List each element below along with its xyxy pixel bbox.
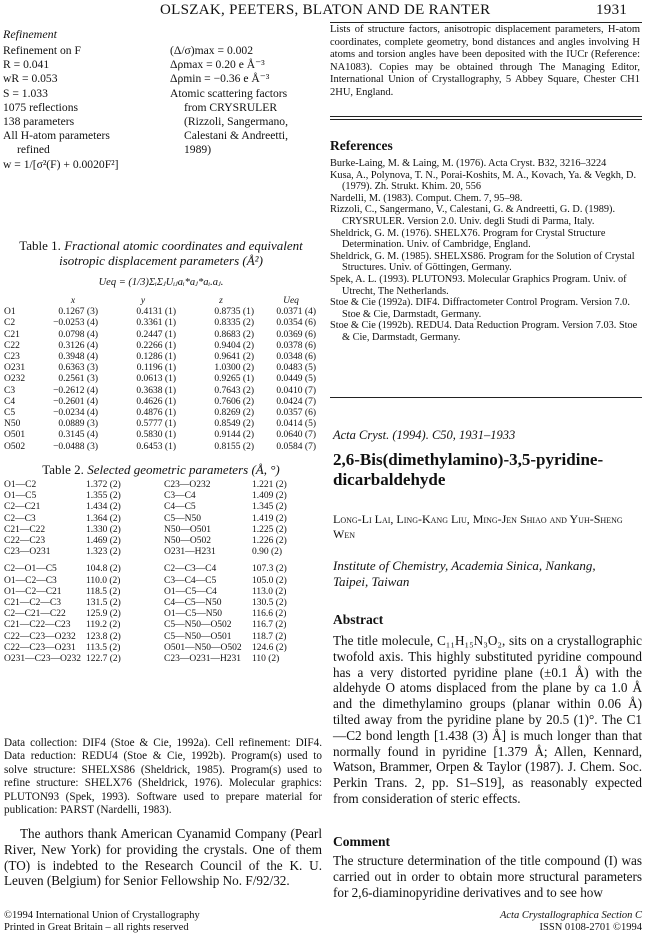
table2-angles-row [4, 654, 322, 665]
table1-cell: 0.8549 (2) [214, 419, 254, 430]
table1-header: y [140, 296, 146, 306]
geometry-label: O1—C5—C4 [164, 586, 217, 597]
geometry-label: C2—C3—C4 [164, 564, 217, 575]
table1-cell: 0.7606 (2) [214, 396, 254, 407]
geometry-value: 1.372 (2) [86, 480, 121, 490]
table1-cell: 0.7643 (2) [214, 385, 254, 396]
table1-row [4, 386, 322, 397]
geometry-label: C4—C5—N50 [164, 598, 222, 609]
geometry-label: C2—C21—C22 [4, 609, 66, 620]
atom-label: O232 [4, 374, 26, 385]
table1-cell: −0.0488 (3) [53, 441, 98, 452]
article-citation: Acta Cryst. (1994). C50, 1931–1933 [333, 428, 516, 442]
geometry-label: C22—C23—O232 [4, 631, 76, 642]
table1-row [4, 352, 322, 363]
geometry-value: 1.434 (2) [86, 502, 121, 513]
geometry-label: C21—C22 [4, 524, 46, 535]
table2-angles-row [4, 609, 322, 620]
table2-angles-row [4, 564, 322, 575]
geometry-label: C5—N50—O501 [164, 631, 232, 642]
reference-item: Rizzoli, C., Sangermano, V., Calestani, G. & Andreetti, G. D. (1989). CRYSRULER. Version 2.0. Univ. degli Studi di Parma, Italy. [330, 204, 616, 227]
refinement-line: Δρmax = 0.20 e Å⁻³ [170, 58, 265, 72]
table1-cell: 0.3361 (1) [136, 318, 176, 329]
geometry-label: C2—O1—C5 [4, 564, 57, 575]
refinement-line: R = 0.041 [3, 58, 50, 72]
table2-angles-row [4, 598, 322, 609]
atom-label: C2 [4, 318, 16, 329]
article-authors: Long-Li Lai, Ling-Kang Liu, Ming-Jen Shiao and Yuh-Sheng Wen [333, 512, 623, 541]
table2-angles-row [4, 632, 322, 643]
refinement-left-column [3, 44, 163, 172]
geometry-value: 125.9 (2) [86, 609, 121, 620]
table1-cell: 0.0889 (3) [58, 419, 98, 430]
atom-label: C22 [4, 340, 20, 351]
table1-cell: 0.8155 (2) [214, 441, 254, 452]
refinement-line: S = 1.033 [3, 86, 48, 100]
geometry-label: C3—C4—C5 [164, 575, 217, 586]
footer-journal-line: Acta Crystallographica Section C [499, 910, 642, 921]
page-number: 1931 [596, 2, 628, 18]
table2-bonds-row [4, 514, 322, 525]
table1-row [4, 442, 322, 453]
geometry-value: 1.409 (2) [252, 491, 287, 502]
geometry-value: 1.469 (2) [86, 536, 121, 547]
table2-title: Selected geometric parameters (Å, °) [87, 462, 280, 477]
footer-issn-line: ISSN 0108-2701 ©1994 [539, 922, 642, 933]
geometry-value: 107.3 (2) [252, 564, 287, 575]
atom-label: O231 [4, 363, 26, 374]
refinement-line: 1989) [184, 143, 212, 157]
geometry-label: O1—C5 [4, 491, 37, 502]
abstract-text: The title molecule, C₁₁H₁₅N₃O₂, sits on a crystallographic twofold axis. This highly substituted pyridine compound has a very distorted pyridine plane (±0.1 Å) with the aldehyde O atoms displaced from the plane by ca 1.0 Å and the dimethylamino groups (planar within 0.06 Å) tilted away from the pyridine plane by 20.5 (1)°. The C1—C2 bond length [1.438 (3) Å] is much longer than that normally found in pyridine [1.379 Å; Allen, Kennard, Watson, Brammer, Orpen & Taylor (1987). J. Chem. Soc. Perkin Trans. 2, pp. S1–S19], as reasonably expected from consideration of steric effects. [333, 633, 642, 806]
geometry-value: 110.0 (2) [86, 575, 121, 586]
table1-cell: 0.2561 (3) [58, 374, 98, 385]
table1-cell: 0.3948 (4) [58, 352, 98, 363]
table1-cell: 0.8269 (2) [214, 408, 254, 419]
table1-cell: 0.3638 (1) [136, 385, 176, 396]
geometry-value: 1.419 (2) [252, 513, 287, 524]
table1-cell: 0.5777 (1) [136, 419, 176, 430]
refinement-line: (Δ/σ)max = 0.002 [170, 44, 254, 57]
table1-cell: 0.9265 (1) [214, 374, 254, 385]
divider [330, 119, 642, 120]
geometry-label: C2—C3 [4, 513, 36, 524]
reference-item: Stoe & Cie (1992a). DIF4. Diffractometer Control Program. Version 7.0. Stoe & Cie, Darmstadt, Germany. [330, 297, 630, 320]
table1-cell: −0.0253 (4) [53, 318, 98, 329]
footer-copyright-line: ©1994 International Union of Crystallography [4, 910, 200, 921]
table1-cell: 0.4626 (1) [136, 396, 176, 407]
geometry-value: 113.5 (2) [86, 642, 121, 653]
atom-label: C5 [4, 408, 16, 419]
reference-item: Sheldrick, G. M. (1976). SHELX76. Program for Crystal Structure Determination. Univ. of Cambridge, England. [330, 227, 606, 251]
refinement-line: Atomic scattering factors [170, 86, 288, 100]
table2-angles-row [4, 643, 322, 654]
running-header-authors: OLSZAK, PEETERS, BLATON AND DE RANTER [160, 2, 491, 18]
geometry-value: 123.8 (2) [86, 631, 121, 642]
divider [330, 397, 642, 398]
atom-label: O501 [4, 430, 26, 441]
footer-printed-line: Printed in Great Britain – all rights reserved [4, 922, 189, 933]
geometry-value: 118.7 (2) [252, 631, 287, 642]
table1-cell: 0.0584 (7) [276, 441, 316, 452]
table1-cell: −0.0234 (4) [53, 408, 98, 419]
geometry-label: C22—C23—O231 [4, 642, 76, 653]
geometry-label: O231—C23—O232 [4, 654, 82, 665]
table1-row [4, 363, 322, 374]
table1-cell: 0.5830 (1) [136, 430, 176, 441]
table1-cell: 0.4131 (1) [136, 307, 176, 318]
geometry-value: 116.6 (2) [252, 609, 287, 620]
table1-cell: 0.0354 (6) [276, 318, 316, 329]
geometry-value: 124.6 (2) [252, 642, 287, 653]
geometry-value: 105.0 (2) [252, 575, 287, 586]
refinement-line: wR = 0.053 [3, 72, 58, 86]
geometry-value: 130.5 (2) [252, 598, 287, 609]
geometry-value: 1.330 (2) [86, 524, 121, 535]
geometry-value: 116.7 (2) [252, 620, 287, 631]
table1-cell: 0.0414 (5) [276, 419, 316, 430]
geometry-value: 1.226 (2) [252, 536, 287, 547]
table1-cell: 0.0449 (5) [276, 374, 316, 385]
table1-header: z [219, 296, 223, 306]
table1-cell: 0.0348 (6) [276, 352, 316, 363]
geometry-value: 1.355 (2) [86, 491, 121, 502]
table1-row [4, 330, 322, 341]
refinement-line: Δρmin = −0.36 e Å⁻³ [170, 72, 270, 86]
table1-cell: 0.0357 (6) [276, 408, 316, 419]
geometry-value: 1.221 (2) [252, 480, 287, 490]
geometry-label: C5—N50 [164, 513, 201, 524]
table2-label: Table 2. [42, 462, 84, 477]
table1-row [4, 430, 322, 441]
geometry-label: O1—C2—C21 [4, 586, 62, 597]
table1-cell: 0.0410 (7) [276, 385, 316, 396]
geometry-value: 118.5 (2) [86, 586, 121, 597]
table1-row [4, 341, 322, 352]
table2-bonds-row [4, 525, 322, 536]
table1-cell: 0.0371 (4) [276, 307, 316, 318]
reference-item: Stoe & Cie (1992b). REDU4. Data Reduction Program. Version 7.03. Stoe & Cie, Darmstadt, Germany. [330, 320, 638, 343]
atom-label: C3 [4, 385, 16, 396]
table1-cell: 0.1267 (3) [58, 307, 98, 318]
geometry-label: O1—C5—N50 [164, 609, 223, 620]
table1-cell: 0.9144 (2) [214, 430, 254, 441]
refinement-line: Calestani & Andreetti, [184, 129, 288, 143]
comment-heading: Comment [333, 834, 390, 849]
table2-bonds-row [4, 536, 322, 547]
geometry-label: C21—C22—C23 [4, 620, 71, 631]
geometry-label: C2—C21 [4, 502, 41, 513]
table1-label: Table 1. [19, 238, 61, 253]
refinement-line: w = 1/[σ²(F) + 0.0020F²] [3, 157, 119, 171]
table2 [4, 480, 322, 665]
references-section [330, 138, 642, 344]
geometry-label: C23—O231 [4, 547, 51, 558]
table1-cell: 0.8735 (1) [214, 307, 254, 318]
table2-angles-row [4, 576, 322, 587]
comment-section [333, 834, 642, 900]
atom-label: C4 [4, 396, 16, 407]
refinement-line: 138 parameters [3, 115, 75, 129]
refinement-right-column [170, 44, 320, 158]
abstract-section [333, 612, 642, 807]
geometry-label: O1—C2 [4, 480, 37, 490]
geometry-label: C5—N50—O502 [164, 620, 232, 631]
table2-bonds-row [4, 480, 322, 491]
atom-label: O502 [4, 441, 26, 452]
refinement-line: All H-atom parameters [3, 129, 110, 143]
table1-header: Ueq [283, 296, 299, 306]
atom-label: C21 [4, 329, 20, 340]
table1-cell: 0.3145 (4) [58, 430, 98, 441]
geometry-label: C21—C2—C3 [4, 598, 62, 609]
table1-cell: 0.9404 (2) [214, 340, 254, 351]
geometry-value: 1.364 (2) [86, 513, 121, 524]
geometry-value: 122.7 (2) [86, 654, 121, 665]
table1-cell: 0.0424 (7) [276, 396, 316, 407]
table1-cell: 0.6453 (1) [136, 441, 176, 452]
refinement-heading: Refinement [3, 27, 57, 41]
table1-cell: 0.3126 (4) [58, 340, 98, 351]
atom-label: O1 [4, 307, 16, 318]
refinement-line: Refinement on F [3, 44, 81, 57]
table1-cell: 0.0798 (4) [58, 329, 98, 340]
geometry-label: O1—C2—C3 [4, 575, 57, 586]
table1-cell: 0.6363 (3) [58, 363, 98, 374]
geometry-label: C4—C5 [164, 502, 196, 513]
table1-cell: 0.1196 (1) [136, 363, 176, 374]
table1-cell: 0.1286 (1) [136, 352, 176, 363]
comment-text: The structure determination of the title compound (I) was carried out in order to obtain more structural parameters for 2,6-diaminopyridine derivatives and to see how [333, 853, 642, 900]
table1-cell: 0.0613 (1) [136, 374, 176, 385]
geometry-value: 1.225 (2) [252, 524, 287, 535]
acknowledgement: The authors thank American Cyanamid Company (Pearl River, New York) for providing the crystals. One of them (TO) is indebted to the Research Council of the K. U. Leuven (Belgium) for Senior Fellowship No. F/92/32. [4, 826, 322, 889]
reference-item: Spek, A. L. (1993). PLUTON93. Molecular Graphics Program. Univ. of Utrecht, The Netherlands. [330, 273, 627, 297]
divider [330, 116, 642, 117]
geometry-label: N50—O502 [164, 536, 211, 547]
geometry-value: 113.0 (2) [252, 586, 287, 597]
deposit-note: Lists of structure factors, anisotropic displacement parameters, H-atom coordinates, complete geometry, bond distances and angles involving H atoms and torsion angles have been deposited with the IUCr (Reference: NA1083). Copies may be obtained through The Managing Editor, International Union of Crystallography, 5 Abbey Square, Chester CH1 2HU, England. [330, 24, 640, 98]
refinement-line: from CRYSRULER [184, 100, 278, 114]
reference-item: Sheldrick, G. M. (1985). SHELXS86. Program for the Solution of Crystal Structures. Univ. of Göttingen, Germany. [330, 250, 635, 274]
abstract-heading: Abstract [333, 612, 384, 627]
reference-item: Kusa, A., Polynova, T. N., Porai-Koshits, M. A., Kovach, Ya. & Vegkh, D. (1979). Zh. Strukt. Khim. 20, 556 [330, 169, 637, 193]
table1-caption [0, 238, 322, 268]
reference-item: Burke-Laing, M. & Laing, M. (1976). Acta Cryst. B32, 3216–3224 [330, 158, 607, 169]
table1-cell: 1.0300 (2) [214, 363, 254, 374]
refinement-section [3, 27, 321, 181]
geometry-label: C3—C4 [164, 491, 196, 502]
geometry-value: 1.345 (2) [252, 502, 287, 513]
geometry-label: O231—H231 [164, 547, 216, 558]
table2-bonds-row [4, 491, 322, 502]
table1-cell: −0.2612 (4) [53, 385, 98, 396]
reference-item: Nardelli, M. (1983). Comput. Chem. 7, 95–98. [330, 192, 523, 204]
geometry-label: C23—O232 [164, 480, 211, 490]
table2-bonds-row [4, 502, 322, 513]
footer-copyright [4, 910, 200, 934]
geometry-label: C23—O231—H231 [164, 654, 242, 665]
table1-cell: 0.0369 (6) [276, 329, 316, 340]
refinement-line: refined [17, 143, 50, 157]
geometry-value: 0.90 (2) [252, 547, 283, 558]
geometry-value: 131.5 (2) [86, 598, 121, 609]
article-title: 2,6-Bis(dimethylamino)-3,5-pyridine-dicarbaldehyde [333, 450, 604, 489]
footer-journal [466, 910, 642, 934]
table1-ueq-formula: Ueq = (1/3)ΣᵢΣⱼUᵢⱼaᵢ*aⱼ*aᵢ.aⱼ. [98, 277, 224, 288]
geometry-label: N50—O501 [164, 524, 211, 535]
article-affiliation: Institute of Chemistry, Academia Sinica, Nankang, Taipei, Taiwan [333, 558, 596, 589]
table2-angles-row [4, 620, 322, 631]
divider [330, 22, 642, 23]
geometry-value: 110 (2) [252, 654, 280, 665]
refinement-line: (Rizzoli, Sangermano, [184, 115, 288, 129]
table1 [4, 296, 322, 453]
references-heading: References [330, 138, 393, 153]
refinement-line: 1075 reflections [3, 100, 79, 114]
table1-header [4, 296, 42, 307]
table1-cell: 0.8335 (2) [214, 318, 254, 329]
geometry-value: 104.8 (2) [86, 564, 121, 575]
table1-row [4, 318, 322, 329]
table1-row [4, 397, 322, 408]
table1-cell: 0.0483 (5) [276, 363, 316, 374]
table2-caption [0, 462, 322, 478]
table1-row [4, 419, 322, 430]
programs-note: Data collection: DIF4 (Stoe & Cie, 1992a). Cell refinement: DIF4. Data reduction: REDU4 (Stoe & Cie, 1992b). Program(s) used to solve structure: SHELXS86 (Sheldrick, 1985). Program(s) used to refine structure: SHELX76 (Sheldrick, 1976). Molecular graphics: PLUTON93 (Spek, 1993). Software used to prepare material for publication: PARST (Nardelli, 1983). [4, 737, 322, 817]
table1-row [4, 307, 322, 318]
table1-cell: 0.2266 (1) [136, 340, 176, 351]
atom-label: N50 [4, 419, 21, 430]
table1-cell: −0.2601 (4) [53, 396, 98, 407]
table1-cell: 0.4876 (1) [136, 408, 176, 419]
table2-bonds-row [4, 547, 322, 558]
geometry-label: O501—N50—O502 [164, 642, 242, 653]
table1-row [4, 374, 322, 385]
geometry-value: 1.323 (2) [86, 547, 121, 558]
table1-row [4, 408, 322, 419]
table1-cell: 0.2447 (1) [136, 329, 176, 340]
geometry-value: 119.2 (2) [86, 620, 121, 631]
table1-cell: 0.8683 (2) [214, 329, 254, 340]
table1-cell: 0.9641 (2) [214, 352, 254, 363]
table1-header: x [70, 296, 76, 306]
table1-cell: 0.0378 (6) [276, 340, 316, 351]
table2-angles-row [4, 587, 322, 598]
table1-title-b: isotropic displacement parameters (Å²) [59, 253, 263, 268]
atom-label: C23 [4, 352, 20, 363]
table1-title-a: Fractional atomic coordinates and equivalent [64, 238, 303, 253]
table1-cell: 0.0640 (7) [276, 430, 316, 441]
geometry-label: C22—C23 [4, 536, 46, 547]
